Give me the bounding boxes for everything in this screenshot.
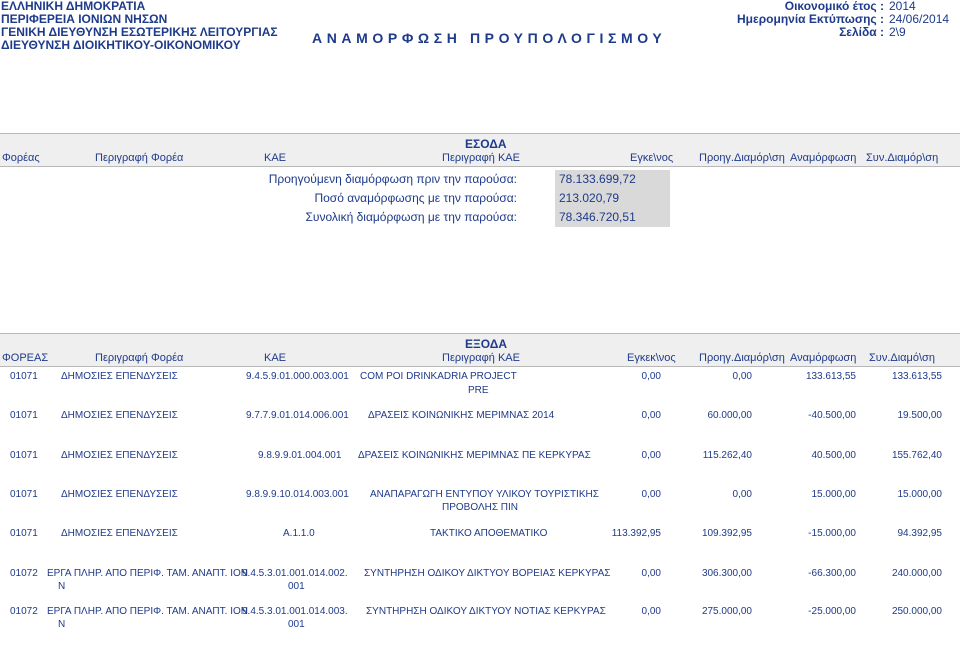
cell-kae: 9.4.5.3.01.001.014.003. [242,606,348,617]
cell-syn: 240.000,00 [891,568,942,579]
cell-proig: 0,00 [732,489,752,500]
cell-perigrafi-kae: COM POI DRINKADRIA PROJECT [360,371,517,382]
cell-proig: 0,00 [732,371,752,382]
cell-kae: 9.4.5.9.01.000.003.001 [246,371,349,382]
expenses-col-egk: Εγκεκ\νος [627,352,676,364]
expenses-col-foreas: ΦΟΡΕΑΣ [2,352,49,364]
cell-kae-line2: 001 [288,581,305,592]
cell-perigrafi-forea: ΕΡΓΑ ΠΛΗΡ. ΑΠΟ ΠΕΡΙΦ. ΤΑΜ. ΑΝΑΠΤ. ΙΟΝ [47,606,248,617]
cell-perigrafi-forea-line2: Ν [58,581,66,592]
income-col-egk: Εγκε\νος [630,152,674,164]
expenses-bottom-divider [0,366,960,367]
cell-syn: 250.000,00 [891,606,942,617]
cell-perigrafi-forea-line2: Ν [58,619,66,630]
cell-anamorfosi: -40.500,00 [808,410,856,421]
cell-foreas: 01071 [10,410,38,421]
fiscal-year-value: 2014 [889,0,916,13]
cell-proig: 115.262,40 [702,450,752,461]
cell-perigrafi-forea: ΔΗΜΟΣΙΕΣ ΕΠΕΝΔΥΣΕΙΣ [61,371,178,382]
cell-perigrafi-forea: ΔΗΜΟΣΙΕΣ ΕΠΕΝΔΥΣΕΙΣ [61,450,178,461]
summary-prev-value: 78.133.699,72 [555,170,670,189]
cell-perigrafi-kae: ΔΡΑΣΕΙΣ ΚΟΙΝΩΝΙΚΗΣ ΜΕΡΙΜΝΑΣ 2014 [368,410,555,421]
cell-perigrafi-forea: ΔΗΜΟΣΙΕΣ ΕΠΕΝΔΥΣΕΙΣ [61,528,178,539]
cell-perigrafi-forea: ΕΡΓΑ ΠΛΗΡ. ΑΠΟ ΠΕΡΙΦ. ΤΑΜ. ΑΝΑΠΤ. ΙΟΝ [47,568,248,579]
cell-kae: Α.1.1.0 [283,528,315,539]
summary-total-label: Συνολική διαμόρφωση με την παρούσα: [305,210,517,224]
cell-egk: 0,00 [641,371,661,382]
cell-kae-line2: 001 [288,619,305,630]
cell-proig: 275.000,00 [701,606,752,617]
expenses-col-anamorfosi: Αναμόρφωση [790,352,857,364]
cell-anamorfosi: 40.500,00 [811,450,856,461]
summary-change-label: Ποσό αναμόρφωσης με την παρούσα: [314,191,517,205]
income-section-title: ΕΣΟΔΑ [465,137,507,151]
org-line-2: ΠΕΡΙΦΕΡΕΙΑ ΙΟΝΙΩΝ ΝΗΣΩΝ [1,12,168,26]
cell-syn: 133.613,55 [891,371,942,382]
cell-perigrafi-kae: ΑΝΑΠΑΡΑΓΩΓΗ ΕΝΤΥΠΟΥ ΥΛΙΚΟΥ ΤΟΥΡΙΣΤΙΚΗΣ [370,489,599,500]
cell-anamorfosi: -15.000,00 [808,528,856,539]
cell-egk: 0,00 [641,410,661,421]
cell-foreas: 01072 [10,606,38,617]
summary-prev-label: Προηγούμενη διαμόρφωση πριν την παρούσα: [268,172,517,186]
income-col-perigrafi-kae: Περιγραφή ΚΑΕ [442,152,520,164]
cell-perigrafi-kae-line2: ΠΡΟΒΟΛΗΣ ΠΙΝ [442,502,519,513]
org-line-4: ΔΙΕΥΘΥΝΣΗ ΔΙΟΙΚΗΤΙΚΟΥ-ΟΙΚΟΝΟΜΙΚΟΥ [1,38,241,52]
page-label: Σελίδα : [839,25,884,39]
cell-foreas: 01071 [10,371,38,382]
cell-anamorfosi: -66.300,00 [808,568,856,579]
cell-perigrafi-kae: ΣΥΝΤΗΡΗΣΗ ΟΔΙΚΟΥ ΔΙΚΤΥΟΥ ΝΟΤΙΑΣ ΚΕΡΚΥΡΑΣ [366,606,606,617]
document-meta [680,0,960,39]
cell-anamorfosi: 133.613,55 [805,371,856,382]
cell-proig: 306.300,00 [701,568,752,579]
org-line-1: ΕΛΛΗΝΙΚΗ ΔΗΜΟΚΡΑΤΙΑ [1,0,146,13]
cell-anamorfosi: -25.000,00 [808,606,856,617]
cell-perigrafi-kae-line2: PRE [468,385,489,396]
cell-kae: 9.7.7.9.01.014.006.001 [246,410,349,421]
cell-foreas: 01071 [10,489,38,500]
document-title: ΑΝΑΜΟΡΦΩΣΗ ΠΡΟΥΠΟΛΟΓΙΣΜΟΥ [312,30,667,46]
cell-foreas: 01072 [10,568,38,579]
cell-perigrafi-kae: ΤΑΚΤΙΚΟ ΑΠΟΘΕΜΑΤΙΚΟ [430,528,548,539]
income-col-proig: Προηγ.Διαμόρ\ση [699,152,785,164]
expenses-col-kae: ΚΑΕ [264,352,287,364]
cell-proig: 60.000,00 [707,410,752,421]
summary-change-value: 213.020,79 [555,189,670,208]
expenses-col-syn: Συν.Διαμό\ση [869,352,935,364]
income-col-kae: ΚΑΕ [264,152,287,164]
cell-perigrafi-forea: ΔΗΜΟΣΙΕΣ ΕΠΕΝΔΥΣΕΙΣ [61,489,178,500]
cell-syn: 155.762,40 [891,450,942,461]
cell-anamorfosi: 15.000,00 [811,489,856,500]
org-line-3: ΓΕΝΙΚΗ ΔΙΕΥΘΥΝΣΗ ΕΣΩΤΕΡΙΚΗΣ ΛΕΙΤΟΥΡΓΙΑΣ [1,25,278,39]
cell-perigrafi-kae: ΣΥΝΤΗΡΗΣΗ ΟΔΙΚΟΥ ΔΙΚΤΥΟΥ ΒΟΡΕΙΑΣ ΚΕΡΚΥΡΑΣ [364,568,611,579]
cell-syn: 15.000,00 [897,489,942,500]
cell-perigrafi-kae: ΔΡΑΣΕΙΣ ΚΟΙΝΩΝΙΚΗΣ ΜΕΡΙΜΝΑΣ ΠΕ ΚΕΡΚΥΡΑΣ [358,450,591,461]
print-date-value: 24/06/2014 [889,12,950,26]
expenses-col-proig: Προηγ.Διαμόρ\ση [699,352,785,364]
expenses-col-perigrafi-forea: Περιγραφή Φορέα [95,352,184,364]
income-top-divider [0,133,960,134]
income-col-syn: Συν.Διαμόρ\ση [866,152,939,164]
page-value: 2\9 [889,25,906,39]
cell-kae: 9.8.9.9.01.004.001 [258,450,342,461]
cell-foreas: 01071 [10,528,38,539]
expenses-section-title: ΕΞΟΔΑ [465,337,508,351]
cell-egk: 0,00 [641,606,661,617]
cell-kae: 9.8.9.9.10.014.003.001 [246,489,349,500]
expenses-top-divider [0,333,960,334]
cell-syn: 19.500,00 [897,410,942,421]
cell-egk: 0,00 [641,450,661,461]
cell-perigrafi-forea: ΔΗΜΟΣΙΕΣ ΕΠΕΝΔΥΣΕΙΣ [61,410,178,421]
cell-kae: 9.4.5.3.01.001.014.002. [242,568,348,579]
summary-total-value: 78.346.720,51 [555,208,670,227]
fiscal-year-label: Οικονομικό έτος : [784,0,884,13]
cell-egk: 113.392,95 [611,528,661,539]
income-col-foreas: Φορέας [2,152,40,164]
org-header [1,0,278,52]
cell-foreas: 01071 [10,450,38,461]
income-col-anamorfosi: Αναμόρφωση [790,152,857,164]
cell-syn: 94.392,95 [897,528,942,539]
print-date-label: Ημερομηνία Εκτύπωσης : [737,12,884,26]
cell-proig: 109.392,95 [701,528,752,539]
income-col-perigrafi-forea: Περιγραφή Φορέα [95,152,184,164]
cell-egk: 0,00 [641,568,661,579]
cell-egk: 0,00 [641,489,661,500]
income-bottom-divider [0,166,960,167]
expenses-col-perigrafi-kae: Περιγραφή ΚΑΕ [442,352,520,364]
